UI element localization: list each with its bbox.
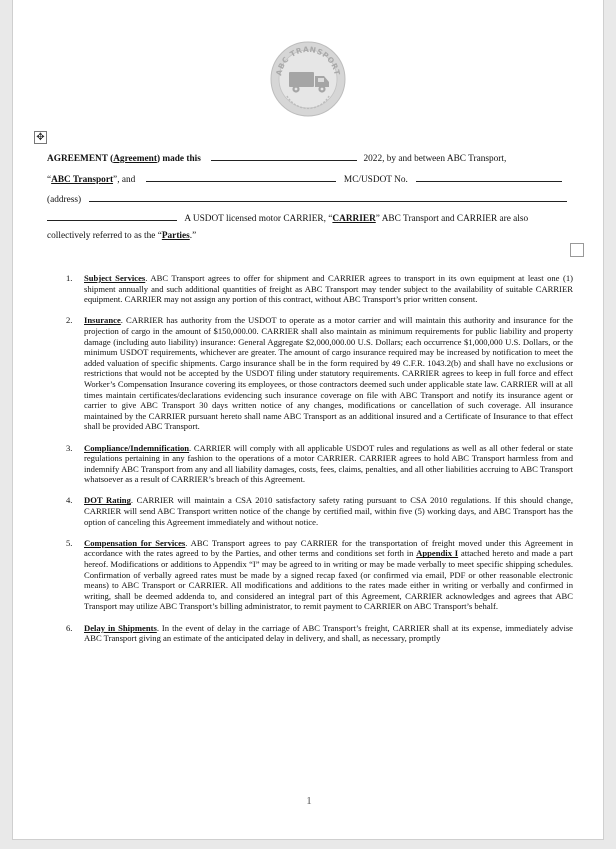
agreement-line-4: A USDOT licensed motor CARRIER, “CARRIER” ABC Transport and CARRIER are also [47,211,577,225]
appendix-reference: Appendix I [416,548,459,559]
section-title: DOT Rating [84,495,131,506]
section-title: Subject Services [84,273,146,283]
agreement-line-5: collectively referred to as the “Parties.” [47,231,197,241]
section-delay-in-shipments: 6. Delay in Shipments. In the event of delay in the carriage of ABC Transport’s freight, CARRIER shall at its expense, immediately advise ABC Transport giving an estimate of the anticipated delay in delivery, and shall, as necessary, promptly [66,622,573,644]
section-title: Compliance/Indemnification [84,442,190,453]
logo-text: ABC TRANSPORT [274,44,342,77]
company-logo-seal [269,40,347,118]
carrier-name-blank[interactable] [146,172,336,182]
date-blank[interactable] [211,151,357,161]
carrier-blank[interactable] [47,211,177,221]
section-title: Compensation for Services [84,537,186,548]
table-resize-handle[interactable] [570,243,584,257]
section-compensation-for-services: 5. Compensation for Services. ABC Transport agrees to pay CARRIER for the transportation of freight moved under this Agreement in accordance with the rates agreed to by the Parties, and other terms and conditions set forth in Appendix I attached hereto and made a part hereof. Modifications or additions to Appendix “I” may be agreed to in writing or may be made verbally to meet specific shipping schedules. Confirmation of verbally agreed rates must be made by a signed recap faxed (or confirmed via email, PDF or other reasonable electronic means) to ABC Transport or CARRIER. All modifications and additions to the rates made either in writing or verbally and confirmed in writing, shall be deemed addenda to, and considered an integral part of this Agreement, CARRIER acknowledges and agrees that ABC Transport may utilize ABC Transport’s billing administrator, to remit payment to CARRIER on ABC Transport’s behalf. [66,537,574,612]
agreement-line-2: “ABC Transport”, and MC/USDOT No. [47,172,577,186]
table-move-handle[interactable]: ✥ [34,131,47,144]
agreement-line-1: AGREEMENT (Agreement) made this 2022, by and between ABC Transport, [47,151,577,165]
page-number: 1 [306,795,312,807]
section-title: Insurance [84,315,121,326]
terms-list [61,273,573,654]
section-insurance: 2. Insurance. CARRIER has authority from the USDOT to operate as a motor carrier and will maintain this authority and insurance for the projection of cargo in the amount of $150,000.00. CARRIER shall also maintain as minimum requirements for public liability and property damage (including auto liability) insurance: General Aggregate $2,000,000.00 U.S. Dollars; each occurrence $1,000,000 U.S. Dollars, or the minimum USDOT requirements, whichever are greater. The amount of cargo insurance required may be increased by notification to meet the added valuation of specific shipments. Cargo insurance shall be in the form required by 49 C.F.R. 1043.2(b) and shall have no exclusions or restrictions that would not be accepted by the USDOT filing under statutory requirements. CARRIER agrees to keep in full force and effect Worker’s Compensation Insurance covering its employees, or those contractors deemed such under applicable state law. CARRIER will at all times maintain certificates/declarations evidencing such insurance coverage on file with ABC Transport and notify its insurance agent or carrier to give ABC Transport 30 days written notice of any changes, modifications or cancellation of such coverage. All insurance maintained by the CARRIER pursuant hereto shall name ABC Transport as an additional insured and a Certificate of Insurance to that effect shall be provided ABC Transport. [66,315,573,432]
document-page [12,0,604,840]
section-dot-rating: 4. DOT Rating. CARRIER will maintain a CSA 2010 satisfactory safety rating pursuant to CSA 2010 regulations. If this should change, CARRIER will send ABC Transport written notice of the change by certified mail, within five (5) working days, and ABC Transport has the option of canceling this Agreement immediately and without notice. [66,495,573,527]
section-compliance-indemnification: 3. Compliance/Indemnification. CARRIER will comply with all applicable USDOT rules and regulations as well as all other federal or state regulations pertaining in any fashion to the operations of a motor CARRIER. CARRIER agrees to hold ABC Transport harmless from and indemnify ABC Transport from any and all liability damages, costs, fees, claims, penalties, and all other liabilities accruing to ABC Transport whatsoever as a result of CARRIER’s breach of this Agreement. [66,442,573,485]
agreement-line-3: (address) [47,192,577,206]
section-title: Delay in Shipments [84,622,157,633]
section-subject-services: 1. Subject Services. ABC Transport agrees to offer for shipment and CARRIER agrees to transport in its own equipment at least one (1) shipment annually and such additional quantities of freight as ABC Transport may tender subject to the availability of suitable CARRIER equipment. CARRIER may not assign any portion of this contract, without ABC Transport’s prior written consent. [66,273,574,305]
address-blank[interactable] [89,192,567,202]
mc-usdot-blank[interactable] [416,172,562,182]
